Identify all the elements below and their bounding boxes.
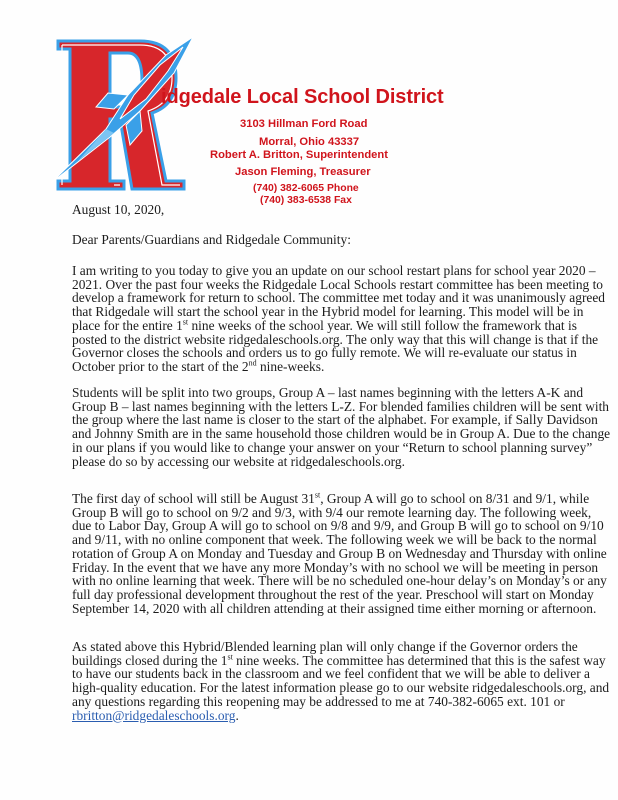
p4-sup: st (227, 652, 233, 662)
paragraph-3 (72, 492, 612, 615)
letter-salutation: Dear Parents/Guardians and Ridgedale Community: (72, 232, 351, 247)
phone-number: (740) 382-6065 Phone (253, 183, 359, 194)
p4-text-a: As stated above this Hybrid/Blended learning plan will only change if the Governor orders the buildings closed during the 1 (72, 639, 578, 668)
superintendent-name: Robert A. Britton, Superintendent (210, 149, 388, 161)
ridgedale-rocket-logo-icon (48, 33, 198, 193)
paragraph-4 (72, 640, 612, 722)
p1-text-b: nine weeks of the school year. We will still follow the framework that is posted to the district website ridgedaleschools.org. The only way that this will change is that if the Governor closes the schools and orders us to go fully remote. We will re-evaluate our status in October prior to the start of the 2 (72, 317, 599, 374)
p2-text: Students will be split into two groups, Group A – last names beginning with the letters A-K and Group B – last names beginning with the letters L-Z. For blended families children will be sent with the group where the last name is closer to the start of the alphabet. For example, if Sally Davidson and Johnny Smith are in the same household those children would be in Group A. Due to the change in our plans if you would like to change your answer on your “Return to school planning survey” please do so by accessing our website at ridgedaleschools.org. (72, 385, 611, 469)
fax-number: (740) 383-6538 Fax (260, 195, 352, 206)
p3-text-b: , Group A will go to school on 8/31 and 9/1, while Group B will go to school on 9/2 and 9/3, with 9/4 our remote learning day. The following week, due to Labor Day, Group A will go to school on 9/8 and 9/9, and Group B will go to school on 9/10 and 9/11, with no online component that week. The following week we will be back to the normal rotation of Group A on Monday and Tuesday and Group B on Wednesday and Thursday with online Friday. In the event that we have any more Monday’s with no school we will be meeting in person with no online learning that week. There will be no scheduled one-hour delay’s on Monday’s or any full day professional development throughout the rest of the year. Preschool will start on Monday September 14, 2020 with all children attending at their assigned time either morning or afternoon. (72, 491, 607, 616)
p4-text-c: . (235, 707, 239, 723)
p3-text-a: The first day of school will still be August 31 (72, 491, 315, 506)
treasurer-name: Jason Fleming, Treasurer (235, 166, 371, 178)
p4-text-b: nine weeks. The committee has determined that this is the safest way to have our students back in the classroom and we feel confident that we will be able to deliver a high-quality education. For the latest information please go to our website ridgedaleschools.org, and any questions regarding this reopening may be addressed to me at 740-382-6065 ext. 101 or (72, 652, 610, 709)
p1-sup-2: nd (248, 358, 257, 368)
paragraph-2 (72, 386, 612, 468)
email-link[interactable]: rbritton@ridgedaleschools.org (72, 707, 236, 723)
paragraph-1 (72, 264, 612, 374)
p3-sup: st (314, 490, 321, 500)
p1-text-c: nine-weeks. (256, 358, 325, 374)
letter-date: August 10, 2020, (72, 202, 165, 217)
district-name: idgedale Local School District (161, 86, 444, 108)
address-street: 3103 Hillman Ford Road (240, 118, 368, 130)
address-city: Morral, Ohio 43337 (259, 136, 360, 148)
p1-text-a: I am writing to you today to give you an update on our school restart plans for school year 2020 – 2021. Over the past four weeks the Ridgedale Local Schools restart committee has been meeting to develop a framework for return to school. The committee met today and it was unanimously agreed that Ridgedale will start the school year in the Hybrid model for learning. This model will be in place for the entire 1 (72, 263, 605, 333)
p1-sup-1: st (182, 317, 189, 327)
